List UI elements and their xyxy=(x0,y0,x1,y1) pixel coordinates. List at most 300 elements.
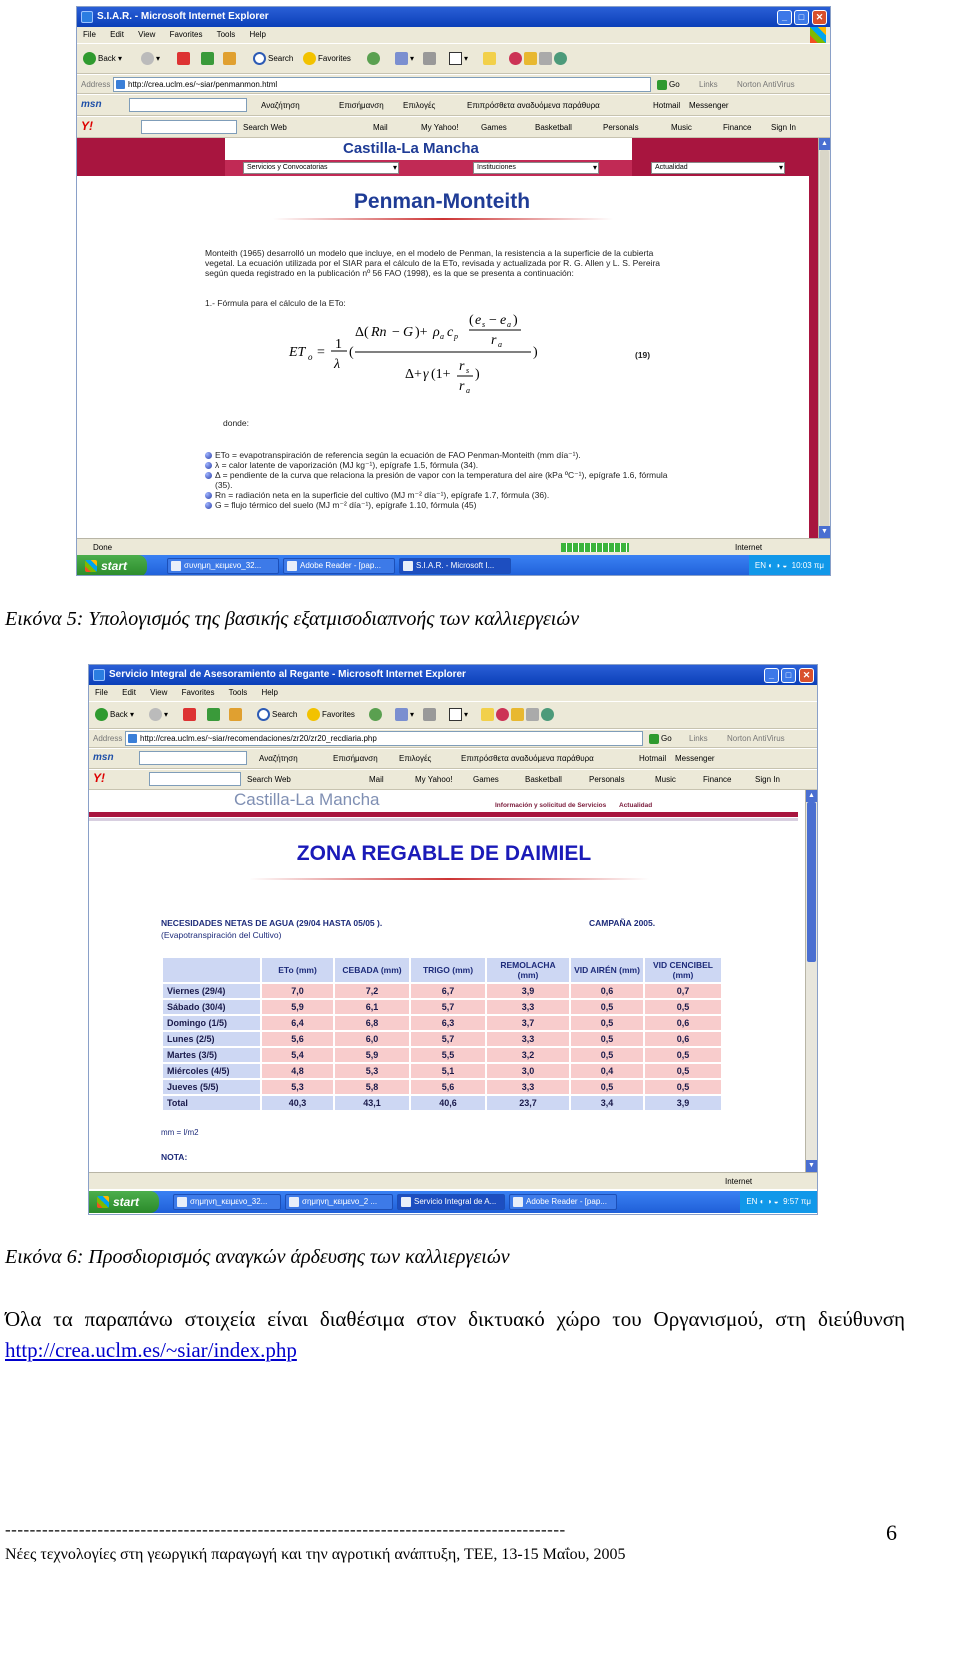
svg-text:Δ+: Δ+ xyxy=(405,367,422,382)
page-heading: ZONA REGABLE DE DAIMIEL xyxy=(296,842,592,865)
table-header-row xyxy=(163,958,721,982)
table-cell: 3,3 xyxy=(487,1000,569,1014)
yahoo-myyahoo[interactable]: My Yahoo! xyxy=(415,775,453,784)
refresh-button[interactable] xyxy=(201,51,216,67)
menu-tools[interactable]: Tools xyxy=(228,688,248,697)
progress-bar xyxy=(561,543,629,552)
caption-figure5: Εικόνα 5: Υπολογισμός της βασικής εξατμισοδιαπνοής των καλλιεργειών xyxy=(5,608,580,630)
scroll-down-arrow[interactable]: ▼ xyxy=(806,1160,817,1172)
definition-delta: Δ = pendiente de la curva que relaciona la presión de vapor con la temperatura del aire (kPa ºC⁻¹), epígrafe 1.6, fórmula (35). xyxy=(205,470,685,490)
messenger-button[interactable] xyxy=(509,51,569,67)
yahoo-games[interactable]: Games xyxy=(473,775,499,784)
search-label: Search xyxy=(268,54,294,63)
instituciones-select[interactable]: Instituciones ▾ xyxy=(473,162,599,174)
yahoo-basketball[interactable]: Basketball xyxy=(535,123,572,132)
table-cell: 7,2 xyxy=(335,984,409,998)
table-cell: 0,5 xyxy=(571,1080,643,1094)
table-cell: 3,9 xyxy=(487,984,569,998)
msn-logo: msn xyxy=(81,99,102,110)
svg-text:G: G xyxy=(403,325,414,340)
table-cell: 5,8 xyxy=(335,1080,409,1094)
svg-text:p: p xyxy=(454,332,458,341)
msn-search-input[interactable] xyxy=(139,751,247,765)
yahoo-basketball[interactable]: Basketball xyxy=(525,775,562,784)
print-icon xyxy=(423,52,436,65)
svg-text:): ) xyxy=(475,367,480,382)
header-pale-bar xyxy=(89,818,798,821)
svg-text:a: a xyxy=(507,320,511,329)
menu-view[interactable]: View xyxy=(150,688,168,697)
print-button[interactable] xyxy=(423,707,438,723)
print-icon xyxy=(423,708,436,721)
address-input[interactable] xyxy=(125,731,643,746)
page-icon xyxy=(128,734,137,743)
svg-text:a: a xyxy=(440,332,444,341)
menu-help[interactable]: Help xyxy=(261,688,278,697)
word-icon xyxy=(449,708,462,721)
row-label: Total xyxy=(163,1096,260,1110)
donde-label: donde: xyxy=(223,418,249,428)
yahoo-music[interactable]: Music xyxy=(655,775,676,784)
menu-bar xyxy=(77,27,830,43)
msn-options[interactable]: Επιλογές xyxy=(399,754,432,763)
back-arrow-icon xyxy=(83,52,96,65)
msn-search[interactable]: Αναζήτηση xyxy=(261,101,300,110)
yahoo-mail[interactable]: Mail xyxy=(373,123,388,132)
history-icon xyxy=(369,708,382,721)
table-cell: 5,6 xyxy=(262,1032,333,1046)
taskbar-item-1[interactable]: σημηνη_κειμενο_32... xyxy=(173,1194,281,1210)
yahoo-personals[interactable]: Personals xyxy=(603,123,639,132)
figure6-screenshot xyxy=(88,664,818,1215)
col-header-cebada: CEBADA (mm) xyxy=(335,958,409,982)
address-input[interactable] xyxy=(113,77,651,92)
yahoo-signin[interactable]: Sign In xyxy=(755,775,780,784)
messenger-icon xyxy=(496,708,509,721)
msn-logo: msn xyxy=(93,752,114,763)
messenger-icon xyxy=(509,52,522,65)
table-row xyxy=(163,1016,721,1030)
campaign-label: CAMPAÑA 2005. xyxy=(589,918,656,928)
star-icon xyxy=(303,52,316,65)
right-page-stripe xyxy=(809,138,818,538)
table-cell: 40,6 xyxy=(411,1096,485,1110)
address-label: Address xyxy=(93,734,123,743)
taskbar-item-3[interactable]: S.I.A.R. - Microsoft I... xyxy=(399,558,511,574)
start-button[interactable]: start xyxy=(77,555,147,576)
back-arrow-icon xyxy=(95,708,108,721)
header-red-bar xyxy=(77,138,225,176)
yahoo-finance[interactable]: Finance xyxy=(703,775,732,784)
scroll-thumb[interactable] xyxy=(820,150,829,530)
vertical-scrollbar[interactable] xyxy=(805,790,817,1172)
people-icon xyxy=(541,708,554,721)
yahoo-search-web[interactable]: Search Web xyxy=(243,123,287,132)
svg-text:r: r xyxy=(459,359,465,374)
standard-toolbar xyxy=(89,701,817,729)
back-button[interactable]: Back ▾ xyxy=(95,707,134,723)
svg-text:)+: )+ xyxy=(415,325,428,340)
taskbar-item-2[interactable]: Adobe Reader - [pap... xyxy=(283,558,395,574)
msn-toolbar xyxy=(89,748,817,769)
table-row xyxy=(163,1048,721,1062)
yahoo-toolbar xyxy=(89,769,817,790)
go-button[interactable] xyxy=(657,77,687,92)
title-bar xyxy=(89,665,817,685)
forward-button[interactable]: ▾ xyxy=(141,51,160,67)
caption-figure6: Εικόνα 6: Προσδιορισμός αναγκών άρδευσης των καλλιεργειών xyxy=(5,1246,510,1268)
row-label: Miércoles (4/5) xyxy=(163,1064,260,1078)
home-icon xyxy=(223,52,236,65)
go-arrow-icon xyxy=(649,734,659,744)
scroll-up-arrow[interactable]: ▲ xyxy=(806,790,817,802)
paragraph-text: Όλα τα παραπάνω στοιχεία είναι διαθέσιμα στον δικτυακό χώρο του Οργανισμού, στη διεύθυνση xyxy=(5,1307,905,1331)
address-bar xyxy=(77,74,830,94)
svg-text:ET: ET xyxy=(289,345,306,360)
table-cell: 0,7 xyxy=(645,984,721,998)
table-cell: 5,5 xyxy=(411,1048,485,1062)
nav-link-actualidad[interactable]: Actualidad xyxy=(619,802,653,809)
header-red-bar xyxy=(89,812,798,817)
refresh-icon xyxy=(201,52,214,65)
maximize-button[interactable]: □ xyxy=(794,10,809,25)
discuss-button[interactable] xyxy=(483,51,498,67)
table-row xyxy=(163,1032,721,1046)
yahoo-toolbar xyxy=(77,116,830,138)
svg-text:e: e xyxy=(500,313,507,328)
taskbar-item-1[interactable]: συνημη_κειμενο_32... xyxy=(167,558,279,574)
intro-text: Monteith (1965) desarrolló un modelo que incluye, en el modelo de Penman, la resistencia a la superficie de la cubierta vegetal. La ecuación utilizada por el SIAR para el cálculo de la ETo, revisada y actualizada por R. G. Allen y L. S. Pereira según queda registrado en la publicación nº 56 FAO (1998), es la que se presenta a continuación: xyxy=(205,248,660,278)
svg-text:1: 1 xyxy=(335,337,342,352)
favorites-button[interactable] xyxy=(307,707,355,723)
go-label: Go xyxy=(669,80,680,89)
svg-text:e: e xyxy=(475,313,482,328)
msn-highlight[interactable]: Επισήμανση xyxy=(333,754,378,763)
edit-button[interactable]: ▾ xyxy=(449,51,468,67)
links-button[interactable]: Links xyxy=(699,80,718,89)
table-cell: 3,3 xyxy=(487,1032,569,1046)
table-cell: 0,6 xyxy=(645,1016,721,1030)
status-bar xyxy=(77,538,830,555)
page-heading: Penman-Monteith xyxy=(353,190,531,213)
stop-icon xyxy=(183,708,196,721)
svg-text:−: − xyxy=(489,313,497,328)
go-button[interactable] xyxy=(649,731,679,746)
msn-search[interactable]: Αναζήτηση xyxy=(259,754,298,763)
stop-button[interactable] xyxy=(177,51,192,67)
home-icon xyxy=(229,708,242,721)
folder-icon xyxy=(481,708,494,721)
taskbar xyxy=(89,1191,817,1213)
svg-text:): ) xyxy=(513,313,518,328)
svg-text:c: c xyxy=(447,325,454,340)
menu-file[interactable]: File xyxy=(95,688,108,697)
svg-text:γ: γ xyxy=(423,367,429,382)
table-row xyxy=(163,1064,721,1078)
table-cell: 6,0 xyxy=(335,1032,409,1046)
menu-bar xyxy=(89,685,817,701)
table-cell: 5,6 xyxy=(411,1080,485,1094)
yahoo-search-web[interactable]: Search Web xyxy=(247,775,291,784)
row-label: Martes (3/5) xyxy=(163,1048,260,1062)
msn-messenger[interactable]: Messenger xyxy=(689,101,729,110)
research-icon xyxy=(511,708,524,721)
go-arrow-icon xyxy=(657,80,667,90)
window-title: Servicio Integral de Asesoramiento al Regante - Microsoft Internet Explorer xyxy=(109,669,466,680)
copy-icon xyxy=(526,708,539,721)
msn-toolbar xyxy=(77,94,830,116)
print-button[interactable] xyxy=(423,51,438,67)
star-icon xyxy=(307,708,320,721)
table-cell: 0,5 xyxy=(645,1064,721,1078)
table-cell: 5,1 xyxy=(411,1064,485,1078)
table-cell: 5,9 xyxy=(262,1000,333,1014)
menu-edit[interactable]: Edit xyxy=(110,30,124,39)
forward-button[interactable]: ▾ xyxy=(149,707,168,723)
search-button[interactable] xyxy=(253,51,293,67)
water-needs-table xyxy=(161,956,723,1112)
row-label: Lunes (2/5) xyxy=(163,1032,260,1046)
msn-search-input[interactable] xyxy=(129,98,247,112)
definitions-list xyxy=(205,450,685,510)
heading-underline xyxy=(273,218,613,220)
search-button[interactable] xyxy=(257,707,297,723)
servicios-select[interactable]: Servicios y Convocatorias ▾ xyxy=(243,162,399,174)
col-header-vid-airen: VID AIRÉN (mm) xyxy=(571,958,643,982)
taskbar-item-4[interactable]: Adobe Reader - [pap... xyxy=(509,1194,617,1210)
norton-button[interactable]: Norton AntiVirus xyxy=(727,734,785,743)
yahoo-logo: Y! xyxy=(81,119,93,133)
table-cell: 5,9 xyxy=(335,1048,409,1062)
table-cell: 5,4 xyxy=(262,1048,333,1062)
svg-text:(: ( xyxy=(349,345,354,360)
table-cell: 0,5 xyxy=(571,1000,643,1014)
back-label: Back xyxy=(98,54,116,63)
definition-rn: Rn = radiación neta en la superficie del cultivo (MJ m⁻² día⁻¹), epígrafe 1.7, fórmula (36). xyxy=(205,490,685,500)
table-cell: 40,3 xyxy=(262,1096,333,1110)
close-button[interactable]: ✕ xyxy=(799,668,814,683)
table-subtitle: NECESIDADES NETAS DE AGUA (29/04 HASTA 05/05 ). xyxy=(161,918,383,928)
table-cell: 0,4 xyxy=(571,1064,643,1078)
folder-icon xyxy=(483,52,496,65)
table-row xyxy=(163,1080,721,1094)
windows-logo-icon xyxy=(810,27,826,43)
svg-text:o: o xyxy=(308,352,313,362)
forward-arrow-icon xyxy=(141,52,154,65)
research-icon xyxy=(524,52,537,65)
discuss-button[interactable] xyxy=(481,707,556,723)
history-button[interactable] xyxy=(369,707,384,723)
url-text: http://crea.uclm.es/~siar/recomendaciones/zr20/zr20_recdiaria.php xyxy=(140,734,377,743)
table-cell: 23,7 xyxy=(487,1096,569,1110)
table-cell: 6,7 xyxy=(411,984,485,998)
menu-view[interactable]: View xyxy=(138,30,156,39)
edit-button[interactable]: ▾ xyxy=(449,707,468,723)
heading-underline xyxy=(249,878,649,880)
history-icon xyxy=(367,52,380,65)
menu-help[interactable]: Help xyxy=(249,30,266,39)
menu-tools[interactable]: Tools xyxy=(216,30,236,39)
scroll-up-arrow[interactable]: ▲ xyxy=(819,138,830,150)
window-title: S.I.A.R. - Microsoft Internet Explorer xyxy=(97,11,269,22)
svg-text:s: s xyxy=(466,366,470,375)
search-icon xyxy=(257,708,270,721)
svg-text:(1+: (1+ xyxy=(431,367,451,382)
status-done: Done xyxy=(93,543,113,552)
row-label: Jueves (5/5) xyxy=(163,1080,260,1094)
scroll-down-arrow[interactable]: ▼ xyxy=(819,526,830,538)
table-cell: 3,3 xyxy=(487,1080,569,1094)
availability-paragraph xyxy=(5,1304,905,1366)
word-icon xyxy=(449,52,462,65)
table-cell: 3,2 xyxy=(487,1048,569,1062)
clock: 10:03 πμ xyxy=(791,561,824,570)
menu-favorites[interactable]: Favorites xyxy=(169,30,203,39)
figure5-screenshot xyxy=(76,6,831,576)
table-cell: 0,5 xyxy=(571,1048,643,1062)
svg-text:λ: λ xyxy=(334,357,341,372)
table-cell: 3,9 xyxy=(645,1096,721,1110)
siar-link[interactable]: http://crea.uclm.es/~siar/index.php xyxy=(5,1338,297,1362)
site-title: Castilla-La Mancha xyxy=(234,790,380,809)
language-indicator: EN xyxy=(754,561,767,570)
taskbar-item-3[interactable]: Servicio Integral de A... xyxy=(397,1194,505,1210)
actualidad-select[interactable]: Actualidad ▾ xyxy=(651,162,785,174)
table-subtitle-2: (Evapotranspiración del Cultivo) xyxy=(161,930,282,940)
people-icon xyxy=(554,52,567,65)
table-cell: 6,3 xyxy=(411,1016,485,1030)
back-button[interactable]: Back ▾ xyxy=(83,51,122,67)
table-cell: 3,0 xyxy=(487,1064,569,1078)
formula-label: 1.- Fórmula para el cálculo de la ETo: xyxy=(205,298,346,308)
mail-icon xyxy=(395,52,408,65)
go-label: Go xyxy=(661,734,672,743)
msn-hotmail[interactable]: Hotmail xyxy=(653,101,681,110)
svg-text:a: a xyxy=(498,340,502,349)
svg-text:Δ(: Δ( xyxy=(355,325,369,340)
table-cell: 5,3 xyxy=(262,1080,333,1094)
yahoo-music[interactable]: Music xyxy=(671,123,692,132)
yahoo-myyahoo[interactable]: My Yahoo! xyxy=(421,123,459,132)
svg-text:a: a xyxy=(466,386,470,395)
nav-link-info[interactable]: Información y solicitud de Servicios xyxy=(495,802,607,809)
history-button[interactable] xyxy=(367,51,382,67)
table-cell: 3,7 xyxy=(487,1016,569,1030)
links-button[interactable]: Links xyxy=(689,734,708,743)
favorites-label: Favorites xyxy=(322,710,355,719)
mail-icon xyxy=(395,708,408,721)
copy-icon xyxy=(539,52,552,65)
msn-hotmail[interactable]: Hotmail xyxy=(639,754,667,763)
stop-button[interactable] xyxy=(183,707,198,723)
col-header-trigo: TRIGO (mm) xyxy=(411,958,485,982)
table-row xyxy=(163,1000,721,1014)
yahoo-signin[interactable]: Sign In xyxy=(771,123,796,132)
definition-lambda: λ = calor latente de vaporización (MJ kg⁻¹), epígrafe 1.5, fórmula (34). xyxy=(205,460,685,470)
footer-text: Νέες τεχνολογίες στη γεωργική παραγωγή και την αγροτική ανάπτυξη, ΤΕΕ, 13-15 Μαΐου, 2005 xyxy=(5,1546,626,1563)
favorites-label: Favorites xyxy=(318,54,351,63)
vertical-scrollbar[interactable] xyxy=(818,138,830,538)
minimize-button[interactable]: _ xyxy=(764,668,779,683)
table-cell: 6,1 xyxy=(335,1000,409,1014)
table-cell: 0,6 xyxy=(571,984,643,998)
yahoo-finance[interactable]: Finance xyxy=(723,123,752,132)
formula-number: (19) xyxy=(635,350,651,360)
definition-g: G = flujo térmico del suelo (MJ m⁻² día⁻¹), epígrafe 1.10, fórmula (45) xyxy=(205,500,685,510)
status-bar xyxy=(89,1172,817,1189)
units-note: mm = l/m2 xyxy=(161,1128,199,1137)
taskbar xyxy=(77,555,830,576)
table-cell: 43,1 xyxy=(335,1096,409,1110)
maximize-button[interactable]: □ xyxy=(781,668,796,683)
favorites-button[interactable] xyxy=(303,51,351,67)
menu-file[interactable]: File xyxy=(83,30,96,39)
close-button[interactable]: ✕ xyxy=(812,10,827,25)
yahoo-games[interactable]: Games xyxy=(481,123,507,132)
status-zone: Internet xyxy=(725,1177,753,1186)
refresh-icon xyxy=(207,708,220,721)
home-button[interactable] xyxy=(223,51,238,67)
table-cell: 5,3 xyxy=(335,1064,409,1078)
scroll-thumb[interactable] xyxy=(807,802,816,962)
menu-edit[interactable]: Edit xyxy=(122,688,136,697)
svg-text:(: ( xyxy=(469,313,474,328)
table-cell: 4,8 xyxy=(262,1064,333,1078)
row-label: Domingo (1/5) xyxy=(163,1016,260,1030)
url-text: http://crea.uclm.es/~siar/penmanmon.html xyxy=(128,80,278,89)
language-indicator: EN xyxy=(746,1197,758,1206)
table-cell: 6,8 xyxy=(335,1016,409,1030)
mail-button[interactable]: ▾ xyxy=(395,51,414,67)
clock: 9:57 πμ xyxy=(783,1197,811,1206)
col-header-eto: ETo (mm) xyxy=(262,958,333,982)
row-label: Viernes (29/4) xyxy=(163,984,260,998)
yahoo-search-input[interactable] xyxy=(141,120,237,134)
yahoo-personals[interactable]: Personals xyxy=(589,775,625,784)
msn-messenger[interactable]: Messenger xyxy=(675,754,715,763)
svg-text:): ) xyxy=(533,345,538,360)
yahoo-search-input[interactable] xyxy=(149,772,241,786)
definition-eto: ETo = evapotranspiración de referencia según la ecuación de FAO Penman-Monteith (mm día⁻¹). xyxy=(205,450,685,460)
msn-popups[interactable]: Επιπρόσθετα αναδυόμενα παράθυρα xyxy=(467,101,600,110)
search-icon xyxy=(253,52,266,65)
menu-favorites[interactable]: Favorites xyxy=(181,688,215,697)
site-title: Castilla-La Mancha xyxy=(343,140,479,157)
page-icon xyxy=(116,80,125,89)
msn-popups[interactable]: Επιπρόσθετα αναδυόμενα παράθυρα xyxy=(461,754,594,763)
corner-header xyxy=(163,958,260,982)
home-button[interactable] xyxy=(229,707,244,723)
table-cell: 5,7 xyxy=(411,1032,485,1046)
yahoo-mail[interactable]: Mail xyxy=(369,775,384,784)
minimize-button[interactable]: _ xyxy=(777,10,792,25)
footer-separator: ------------------------------------------------------------------------------------------- xyxy=(5,1520,566,1539)
norton-button[interactable]: Norton AntiVirus xyxy=(737,80,795,89)
address-label: Address xyxy=(81,80,111,89)
mail-button[interactable]: ▾ xyxy=(395,707,414,723)
search-label: Search xyxy=(272,710,298,719)
system-tray: EN ◐ ◑ ◒ 9:57 πμ xyxy=(740,1191,817,1213)
table-cell: 0,5 xyxy=(645,1000,721,1014)
refresh-button[interactable] xyxy=(207,707,222,723)
msn-options[interactable]: Επιλογές xyxy=(403,101,436,110)
taskbar-item-2[interactable]: σημηνη_κειμενο_2 ... xyxy=(285,1194,393,1210)
table-cell: 0,5 xyxy=(571,1032,643,1046)
nota-label: NOTA: xyxy=(161,1152,188,1162)
start-button[interactable]: start xyxy=(89,1191,159,1213)
table-cell: 5,7 xyxy=(411,1000,485,1014)
msn-highlight[interactable]: Επισήμανση xyxy=(339,101,384,110)
